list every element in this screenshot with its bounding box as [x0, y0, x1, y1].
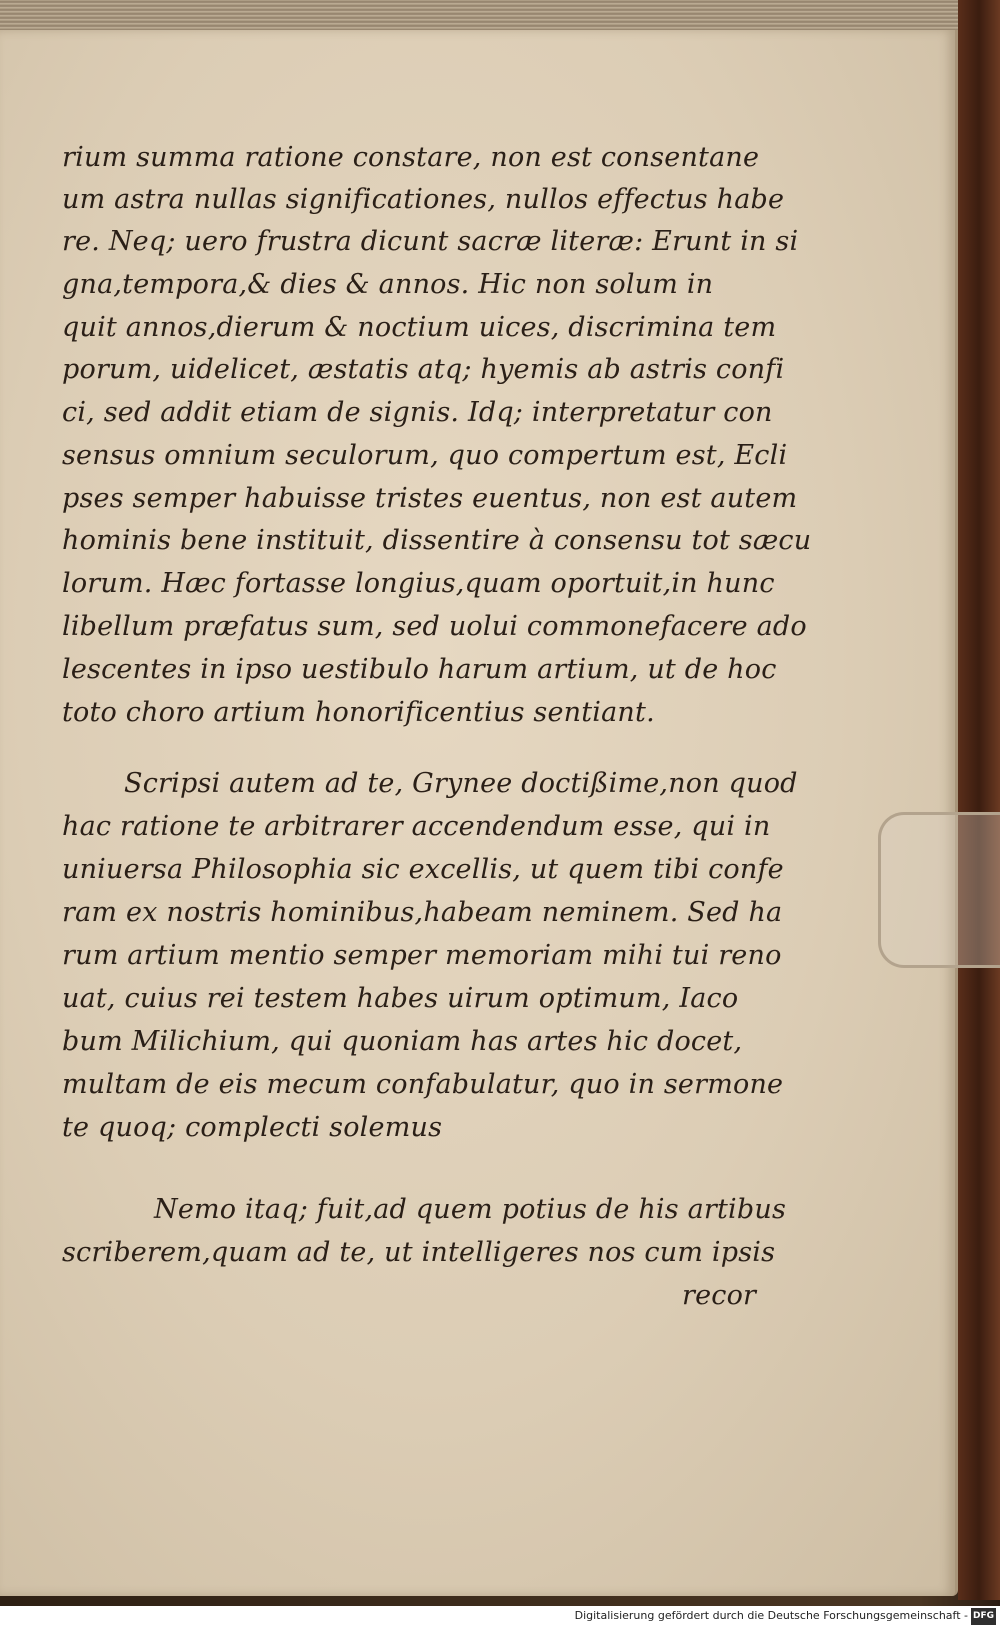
text-line: uat, cuius rei testem habes uirum optimum, Iaco	[62, 983, 739, 1014]
text-line: ci, sed addit etiam de signis. Idq; interpretatur con	[62, 397, 773, 428]
text-line: scriberem,quam ad te, ut intelligeres nos cum ipsis	[62, 1237, 776, 1268]
text-line: bum Milichium, qui quoniam has artes hic docet,	[62, 1026, 743, 1057]
text-line: te quoq; complecti solemus	[62, 1112, 443, 1143]
text-line: quit annos,dierum & noctium uices, discrimina tem	[62, 312, 777, 343]
text-line: multam de eis mecum confabulatur, quo in sermone	[62, 1069, 784, 1100]
text-line: lorum. Hæc fortasse longius,quam oportuit,in hunc	[62, 568, 775, 599]
text-line: rum artium mentio semper memoriam mihi tui reno	[62, 940, 782, 971]
text-line: lescentes in ipso uestibulo harum artium, ut de hoc	[62, 654, 777, 685]
text-line: porum, uidelicet, æstatis atq; hyemis ab astris confi	[62, 354, 785, 385]
text-line: uniuersa Philosophia sic excellis, ut quem tibi confe	[62, 854, 784, 885]
text-line: pses semper habuisse tristes euentus, non est autem	[62, 483, 798, 514]
text-line: libellum præfatus sum, sed uolui commonefacere ado	[62, 611, 807, 642]
text-line: gna,tempora,& dies & annos. Hic non solum in	[62, 269, 714, 300]
page-clip	[878, 812, 1000, 968]
text-line: toto choro artium honorificentius sentiant.	[62, 697, 655, 728]
footer-bar	[0, 1606, 1000, 1629]
text-line: Scripsi autem ad te, Grynee doctißime,non quod	[124, 768, 798, 799]
text-line: recor	[682, 1280, 757, 1311]
footer-credit: Digitalisierung gefördert durch die Deutsche Forschungsgemeinschaft -	[574, 1609, 968, 1622]
text-line: hac ratione te arbitrarer accendendum esse, qui in	[62, 811, 771, 842]
text-line: ram ex nostris hominibus,habeam neminem. Sed ha	[62, 897, 783, 928]
text-line: Nemo itaq; fuit,ad quem potius de his artibus	[154, 1194, 787, 1225]
book-page	[0, 30, 958, 1596]
text-line: sensus omnium seculorum, quo compertum est, Ecli	[62, 440, 788, 471]
text-line: re. Neq; uero frustra dicunt sacræ literæ: Erunt in si	[62, 226, 799, 257]
text-line: hominis bene instituit, dissentire à consensu tot sæcu	[62, 525, 812, 556]
text-line: rium summa ratione constare, non est consentane	[62, 142, 760, 173]
text-line: um astra nullas significationes, nullos effectus habe	[62, 184, 785, 215]
dfg-logo: DFG	[971, 1608, 996, 1625]
book-cover-edge	[958, 0, 1000, 1600]
